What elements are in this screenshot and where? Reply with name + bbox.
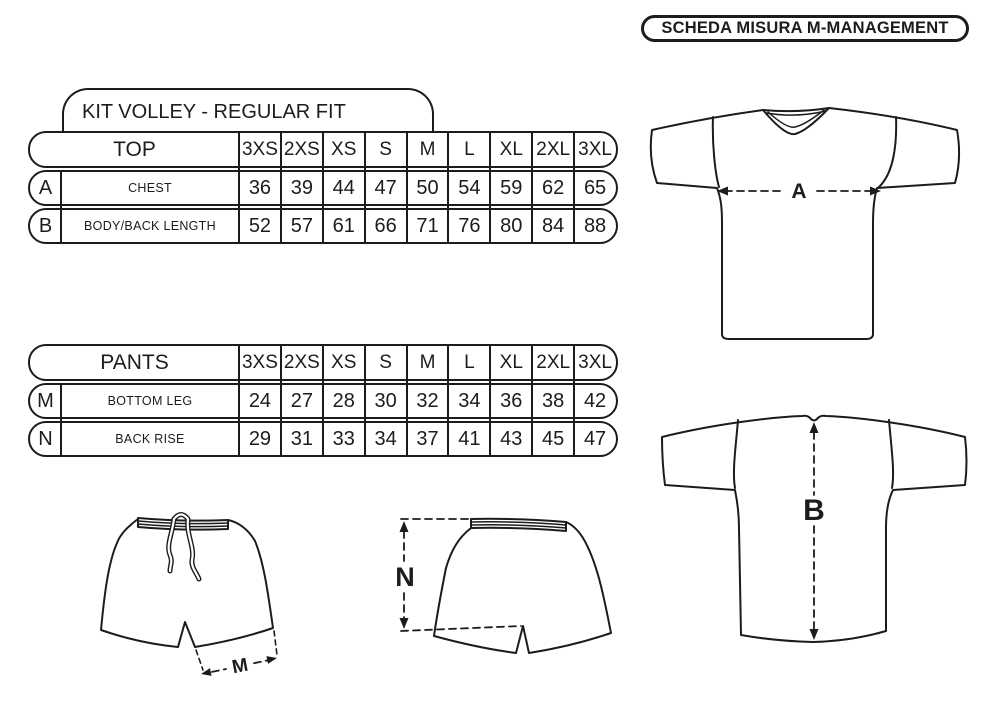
measure-label-m: M: [230, 654, 250, 679]
value-cell: 36: [500, 389, 523, 412]
row-key: N: [38, 427, 53, 450]
column-divider: [322, 344, 324, 457]
size-col-header: XL: [499, 351, 523, 373]
shorts-back-outline: [434, 522, 611, 653]
value-cell: 30: [374, 389, 397, 412]
size-col-header: 3XL: [578, 351, 612, 373]
tshirt-front-outline: [651, 108, 959, 339]
row-key: A: [38, 176, 53, 199]
shorts-front-diagram: [88, 503, 288, 683]
column-divider: [406, 344, 408, 457]
column-divider: [531, 344, 533, 457]
value-cell: 38: [542, 389, 565, 412]
rise-arrow-head-top: [400, 521, 409, 532]
value-cell: 34: [374, 427, 397, 450]
value-cell: 52: [248, 214, 272, 237]
size-col-header: M: [419, 138, 436, 160]
armhole-seam-right: [879, 117, 896, 187]
leg-arrow-head-right: [266, 656, 277, 664]
size-col-header: 3XS: [241, 138, 278, 160]
shorts-front-outline: [101, 519, 273, 647]
value-cell: 66: [374, 214, 397, 237]
size-col-header: 3XS: [241, 351, 278, 373]
value-cell: 33: [332, 427, 355, 450]
value-cell: 41: [458, 427, 481, 450]
size-col-header: 2XS: [283, 351, 320, 373]
size-col-header: L: [464, 138, 475, 160]
waistband-stripe: [138, 524, 228, 527]
value-cell: 88: [583, 214, 607, 237]
value-cell: 59: [500, 176, 523, 199]
column-divider: [238, 131, 240, 244]
size-col-header: S: [379, 351, 392, 373]
measure-label-n: N: [395, 562, 415, 592]
column-divider: [447, 344, 449, 457]
value-cell: 36: [248, 176, 272, 199]
size-col-header: XL: [499, 138, 523, 160]
top-table: [28, 131, 618, 244]
size-col-header: XS: [331, 351, 357, 373]
value-cell: 42: [583, 389, 607, 412]
shorts-back-diagram: [383, 503, 625, 668]
row-label: BOTTOM LEG: [107, 394, 193, 408]
rise-arrow-head-bottom: [400, 618, 409, 629]
pants-table-name: PANTS: [100, 350, 169, 374]
column-divider: [364, 344, 366, 457]
value-cell: 34: [458, 389, 481, 412]
sheet-title: [641, 15, 969, 42]
column-divider: [280, 344, 282, 457]
column-divider: [531, 131, 533, 244]
column-divider: [573, 344, 575, 457]
row-label: CHEST: [128, 181, 172, 195]
value-cell: 47: [374, 176, 397, 199]
value-cell: 57: [290, 214, 313, 237]
measure-label-a: A: [791, 180, 807, 203]
value-cell: 39: [290, 176, 313, 199]
value-cell: 54: [458, 176, 481, 199]
value-cell: 84: [542, 214, 565, 237]
key-divider: [60, 170, 62, 244]
extension-line-bottom: [401, 626, 521, 631]
measure-label-b: B: [803, 494, 825, 527]
top-table-name: TOP: [113, 137, 156, 161]
value-cell: 37: [416, 427, 439, 450]
kit-tab-label: KIT VOLLEY - REGULAR FIT: [82, 101, 346, 123]
length-arrow-head-bottom: [810, 629, 819, 640]
value-cell: 50: [416, 176, 439, 199]
value-cell: 45: [542, 427, 565, 450]
value-cell: 24: [248, 389, 272, 412]
pants-table: [28, 344, 618, 457]
value-cell: 29: [248, 427, 272, 450]
value-cell: 71: [416, 214, 439, 237]
value-cell: 47: [583, 427, 607, 450]
extension-line-left: [196, 650, 203, 670]
armhole-seam-left: [713, 117, 719, 187]
row-label: BODY/BACK LENGTH: [84, 219, 216, 233]
value-cell: 27: [290, 389, 313, 412]
size-col-header: 2XS: [283, 138, 320, 160]
value-cell: 44: [332, 176, 355, 199]
column-divider: [447, 131, 449, 244]
column-divider: [573, 131, 575, 244]
column-divider: [322, 131, 324, 244]
armhole-seam-right: [889, 420, 893, 488]
value-cell: 28: [332, 389, 355, 412]
column-divider: [238, 344, 240, 457]
size-col-header: S: [379, 138, 392, 160]
size-col-header: L: [464, 351, 475, 373]
tshirt-front-diagram: [645, 98, 965, 348]
column-divider: [280, 131, 282, 244]
key-divider: [60, 383, 62, 457]
value-cell: 62: [542, 176, 565, 199]
value-cell: 65: [583, 176, 607, 199]
column-divider: [406, 131, 408, 244]
tshirt-back-diagram: [640, 400, 970, 650]
value-cell: 43: [500, 427, 523, 450]
length-arrow-head-top: [810, 422, 819, 433]
armhole-seam-left: [734, 420, 738, 488]
column-divider: [489, 344, 491, 457]
value-cell: 80: [500, 214, 523, 237]
sheet-title-text: SCHEDA MISURA M-MANAGEMENT: [661, 19, 949, 37]
leg-arrow-dash-right: [254, 661, 267, 664]
value-cell: 61: [332, 214, 355, 237]
size-col-header: 2XL: [536, 351, 571, 373]
row-key: M: [37, 389, 54, 412]
size-col-header: 3XL: [578, 138, 612, 160]
value-cell: 31: [290, 427, 313, 450]
size-col-header: M: [419, 351, 436, 373]
column-divider: [489, 131, 491, 244]
row-label: BACK RISE: [115, 432, 185, 446]
size-col-header: XS: [331, 138, 357, 160]
extension-line-right: [274, 631, 277, 655]
value-cell: 76: [458, 214, 481, 237]
leg-arrow-dash-left: [212, 669, 226, 672]
value-cell: 32: [416, 389, 439, 412]
column-divider: [364, 131, 366, 244]
size-col-header: 2XL: [536, 138, 571, 160]
row-key: B: [38, 214, 53, 237]
